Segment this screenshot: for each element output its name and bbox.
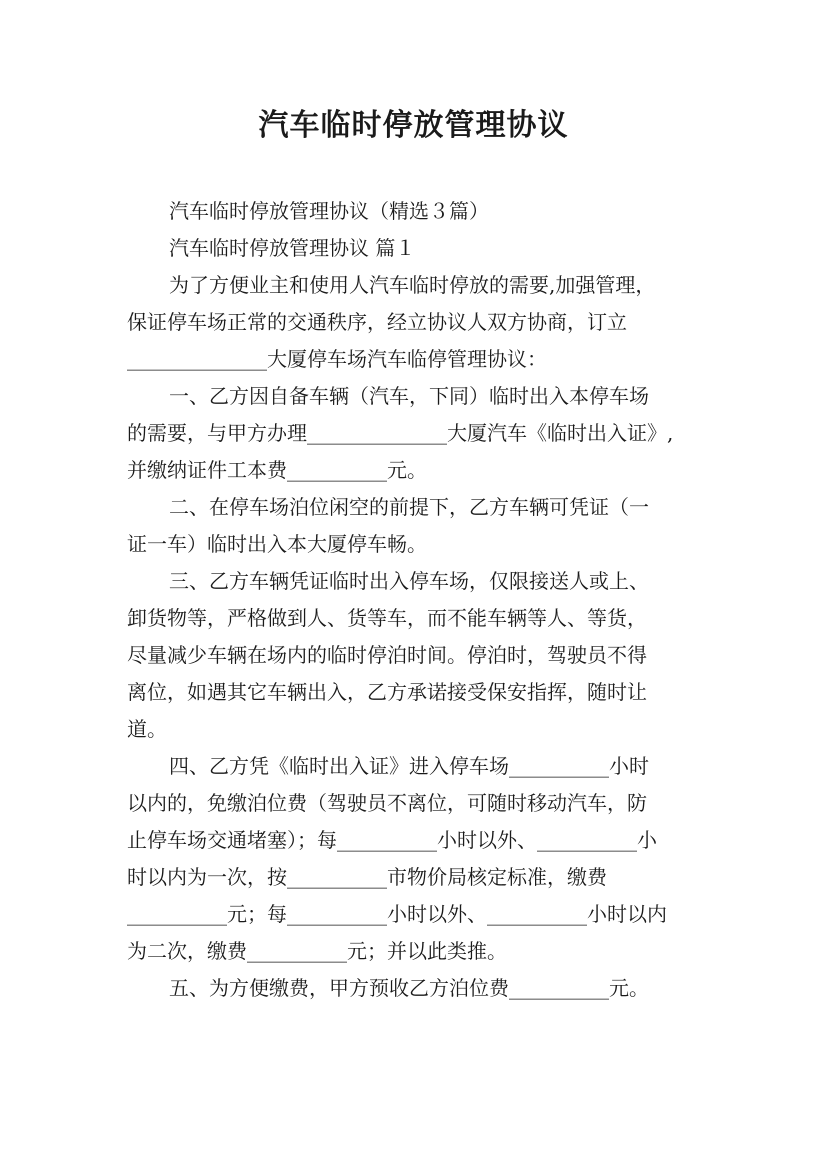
body-line: 尽量减少车辆在场内的临时停泊时间。停泊时，驾驶员不得 (127, 643, 647, 667)
body-line: 汽车临时停放管理协议（精选３篇） (169, 199, 489, 223)
body-line: 并缴纳证件工本费__________元。 (127, 458, 427, 482)
body-line: 汽车临时停放管理协议 篇１ (169, 236, 416, 260)
document-body (127, 193, 707, 1007)
body-line: 三、乙方车辆凭证临时出入停车场，仅限接送人或上、 (169, 569, 649, 593)
body-line: 四、乙方凭《临时出入证》进入停车场__________小时 (169, 754, 649, 778)
body-line: 离位，如遇其它车辆出入，乙方承诺接受保安指挥，随时让 (127, 680, 647, 704)
body-line: 时以内为一次，按__________市物价局核定标准，缴费 (127, 865, 607, 889)
body-line: 以内的，免缴泊位费（驾驶员不离位，可随时移动汽车，防 (127, 791, 647, 815)
body-line: 一、乙方因自备车辆（汽车，下同）临时出入本停车场 (169, 384, 649, 408)
body-line: __________元；每__________小时以外、__________小时以内 (127, 902, 667, 926)
body-line: 保证停车场正常的交通秩序，经立协议人双方协商，订立 (127, 310, 627, 334)
body-line: 为了方便业主和使用人汽车临时停放的需要,加强管理， (169, 273, 656, 297)
body-line: ______________大厦停车场汽车临停管理协议： (127, 347, 547, 371)
body-line: 证一车）临时出入本大厦停车畅。 (127, 532, 427, 556)
body-line: 五、为方便缴费，甲方预收乙方泊位费__________元。 (169, 976, 649, 1000)
body-line: 道。 (127, 717, 167, 741)
document-title: 汽车临时停放管理协议 (258, 108, 569, 143)
body-line: 卸货物等，严格做到人、货等车，而不能车辆等人、等货， (127, 606, 647, 630)
body-line: 止停车场交通堵塞）；每__________小时以外、__________小 (127, 828, 657, 852)
body-line: 二、在停车场泊位闲空的前提下，乙方车辆可凭证（一 (169, 495, 649, 519)
body-line: 为二次，缴费__________元；并以此类推。 (127, 939, 507, 963)
body-line: 的需要，与甲方办理______________大厦汽车《临时出入证》, (127, 421, 674, 445)
